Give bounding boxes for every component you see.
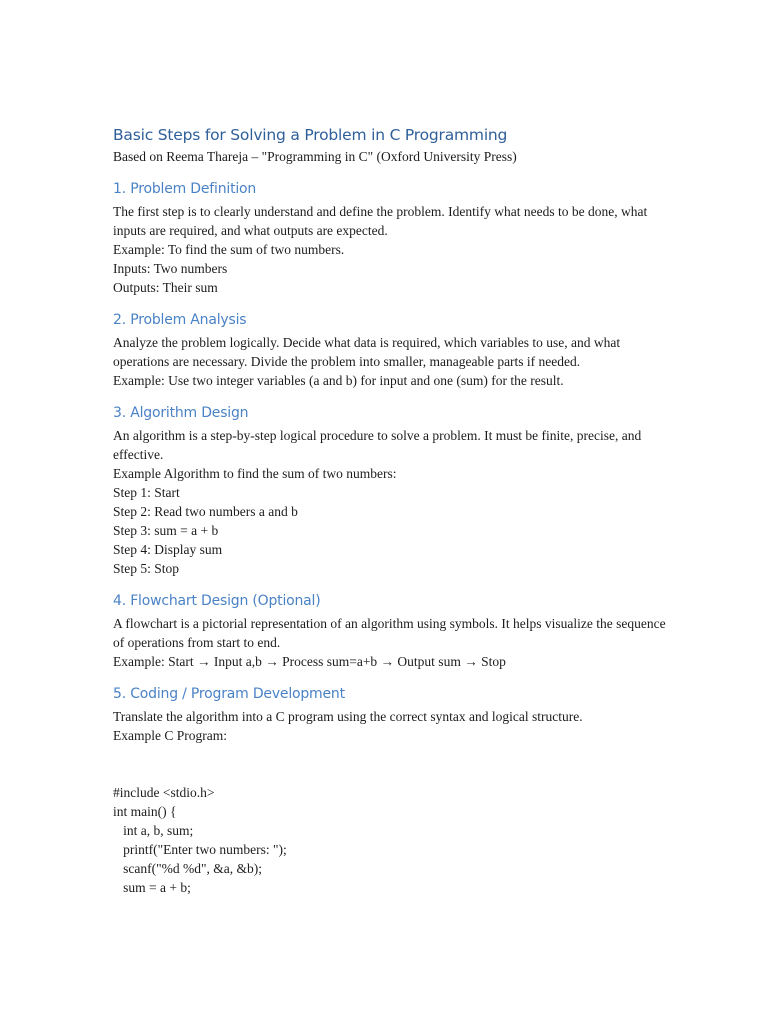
algorithm-step: Step 1: Start <box>113 485 180 500</box>
document-subtitle: Based on Reema Thareja – "Programming in C" (Oxford University Press) <box>113 149 517 164</box>
section-coding <box>113 684 673 745</box>
section-line: Example: Use two integer variables (a and b) for input and one (sum) for the result. <box>113 373 564 388</box>
code-line: scanf("%d %d", &a, &b); <box>113 861 262 876</box>
section-line: Example: To find the sum of two numbers. <box>113 242 345 257</box>
code-line: int a, b, sum; <box>113 823 194 838</box>
section-algorithm-design <box>113 403 673 578</box>
section-paragraph: Translate the algorithm into a C program using the correct syntax and logical structure. <box>113 709 583 724</box>
section-problem-definition <box>113 179 673 297</box>
algorithm-step: Step 3: sum = a + b <box>113 523 219 538</box>
algorithm-step: Step 4: Display sum <box>113 542 223 557</box>
section-problem-analysis <box>113 310 673 390</box>
code-line: printf("Enter two numbers: "); <box>113 842 287 857</box>
section-line: Outputs: Their sum <box>113 280 218 295</box>
code-block <box>113 783 673 897</box>
section-heading: 1. Problem Definition <box>113 181 257 197</box>
section-flowchart-design <box>113 591 673 671</box>
section-line: Example C Program: <box>113 728 227 743</box>
algorithm-step: Step 2: Read two numbers a and b <box>113 504 298 519</box>
code-line: sum = a + b; <box>113 880 191 895</box>
document-page <box>113 124 673 897</box>
document-title: Basic Steps for Solving a Problem in C Programming <box>113 126 508 144</box>
code-line: int main() { <box>113 804 177 819</box>
section-paragraph: Analyze the problem logically. Decide what data is required, which variables to use, and what operations are necessary. Divide the problem into smaller, manageable parts if needed. <box>113 335 621 369</box>
code-line: #include <stdio.h> <box>113 785 215 800</box>
algorithm-step: Step 5: Stop <box>113 561 180 576</box>
section-paragraph: An algorithm is a step-by-step logical procedure to solve a problem. It must be finite, precise, and effective. <box>113 428 642 462</box>
section-line: Example: Start → Input a,b → Process sum=a+b → Output sum → Stop <box>113 654 506 669</box>
section-heading: 4. Flowchart Design (Optional) <box>113 593 321 609</box>
section-paragraph: A flowchart is a pictorial representation of an algorithm using symbols. It helps visualize the sequence of operations from start to end. <box>113 616 666 650</box>
section-line: Inputs: Two numbers <box>113 261 228 276</box>
section-heading: 2. Problem Analysis <box>113 312 247 328</box>
section-heading: 5. Coding / Program Development <box>113 686 345 702</box>
section-paragraph: The first step is to clearly understand and define the problem. Identify what needs to be done, what inputs are required, and what outputs are expected. <box>113 204 648 238</box>
section-heading: 3. Algorithm Design <box>113 405 249 421</box>
section-line: Example Algorithm to find the sum of two numbers: <box>113 466 397 481</box>
